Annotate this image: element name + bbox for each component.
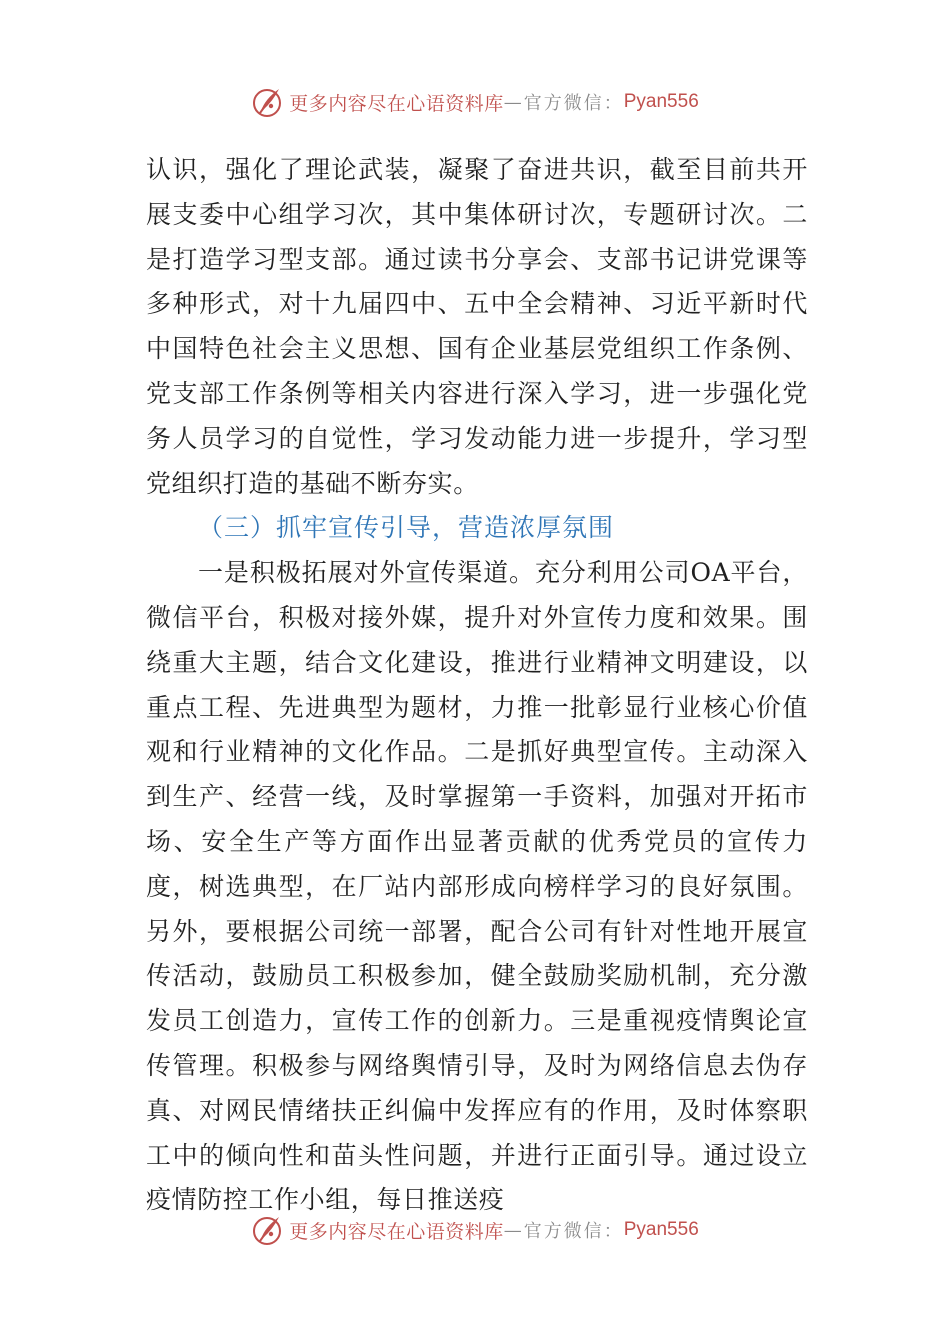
watermark-main-text: 更多内容尽在心语资料库: [289, 1220, 504, 1243]
section-heading-3: （三）抓牢宣传引导，营造浓厚氛围: [198, 513, 615, 543]
body-paragraph-1: 认识，强化了理论武装，凝聚了奋进共识，截至目前共开展支委中心组学习次，其中集体研讨次，专题研讨次。二是打造学习型支部。通过读书分享会、支部书记讲党课等多种形式，对十九届四中、五中全会精神、习近平新时代中国特色社会主义思想、国有企业基层党组织工作条例、党支部工作条例等相关内容进行深入学习，进一步强化党务人员学习的自觉性，学习发动能力进一步提升，学习型党组织打造的基础不断夯实。: [146, 155, 808, 498]
watermark-wechat-id: Pyan556: [623, 1219, 699, 1240]
watermark-dash: —: [503, 91, 524, 113]
body-paragraph-2: 一是积极拓展对外宣传渠道。充分利用公司OA平台，微信平台，积极对接外媒，提升对外宣传力度和效果。围绕重大主题，结合文化建设，推进行业精神文明建设，以重点工程、先进典型为题材，力推一批彰显行业核心价值观和行业精神的文化作品。二是抓好典型宣传。主动深入到生产、经营一线，及时掌握第一手资料，加强对开拓市场、安全生产等方面作出显著贡献的优秀党员的宣传力度，树选典型，在厂站内部形成向榜样学习的良好氛围。另外，要根据公司统一部署，配合公司有针对性地开展宣传活动，鼓励员工积极参加，健全鼓励奖励机制，充分激发员工创造力，宣传工作的创新力。三是重视疫情舆论宣传管理。积极参与网络舆情引导，及时为网络信息去伪存真、对网民情绪扶正纠偏中发挥应有的作用，及时体察职工中的倾向性和苗头性问题，并进行正面引导。通过设立疫情防控工作小组，每日推送疫: [146, 558, 808, 1215]
document-body: [146, 148, 808, 1223]
footer-watermark: [0, 1208, 950, 1252]
quill-logo-icon: [251, 85, 285, 119]
watermark-sub-text: 官方微信：: [523, 1221, 624, 1242]
watermark-wechat-id: Pyan556: [623, 91, 699, 112]
watermark-sub-text: 官方微信：: [523, 93, 624, 114]
watermark-dash: —: [503, 1219, 524, 1241]
header-watermark: [0, 80, 950, 124]
watermark-main-text: 更多内容尽在心语资料库: [289, 92, 504, 115]
quill-logo-icon: [251, 1213, 285, 1247]
